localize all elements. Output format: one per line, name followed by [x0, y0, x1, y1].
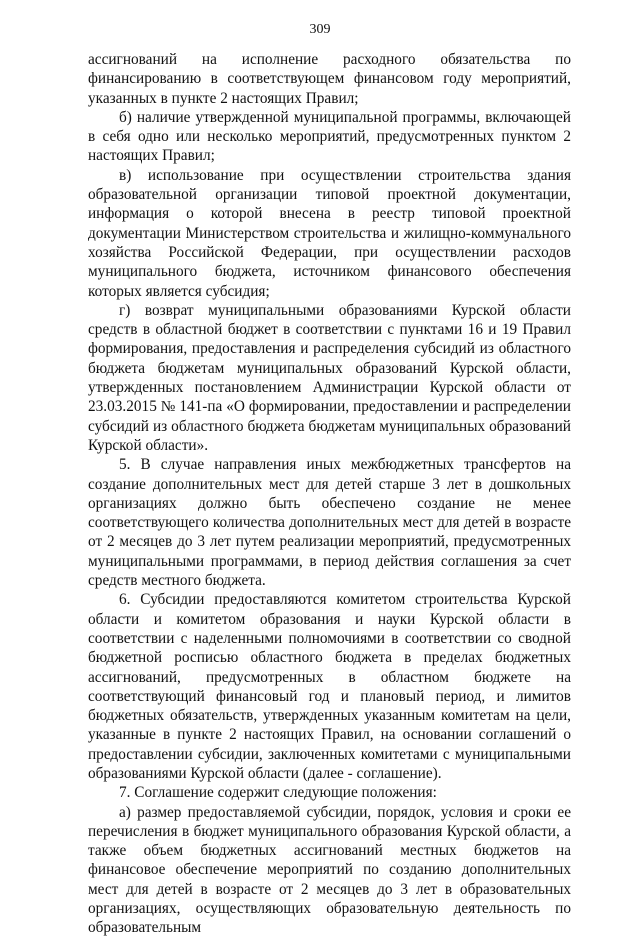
paragraph-clause-5: 5. В случае направления иных межбюджетных трансфертов на создание дополнительных мест для детей старше 3 лет в дошкольных организациях должно быть обеспечено создание не менее соответствующего количества дополнительных мест для детей в возрасте от 2 месяцев до 3 лет путем реализации мероприятий, предусмотренных муниципальными программами, в период действия соглашения за счет средств местного бюджета. — [88, 456, 571, 590]
paragraph-item-g: г) возврат муниципальными образованиями Курской области средств в областной бюджет в соответствии с пунктами 16 и 19 Правил формирования, предоставления и распределения субсидий из областного бюджета бюджетам муниципальных образований Курской области, утвержденных постановлением Администрации Курской области от 23.03.2015 № 141-па «О формировании, предоставлении и распределении субсидий из областного бюджета бюджетам муниципальных образований Курской области». — [88, 301, 571, 454]
paragraph-item-a: а) размер предоставляемой субсидии, порядок, условия и сроки ее перечисления в бюджет муниципального образования Курской области, а также объем бюджетных ассигнований местных бюджетов на финансовое обеспечение мероприятий по созданию дополнительных мест для детей в возрасте от 2 месяцев до 3 лет в образовательных организациях, осуществляющих образовательную деятельность по образовательным — [88, 803, 571, 937]
paragraph-item-v: в) использование при осуществлении строительства здания образовательной организации типовой проектной документации, информация о которой внесена в реестр типовой проектной документации Министерством строительства и жилищно-коммунального хозяйства Российской Федерации, при осуществлении расходов муниципального бюджета, источником финансового обеспечения которых является субсидия; — [88, 166, 571, 300]
paragraph-continuation: ассигнований на исполнение расходного обязательства по финансированию в соответствующем финансовом году мероприятий, указанных в пункте 2 настоящих Правил; — [88, 51, 571, 107]
page-number: 309 — [309, 22, 331, 37]
paragraph-clause-7: 7. Соглашение содержит следующие положения: — [119, 784, 437, 802]
paragraph-item-b: б) наличие утвержденной муниципальной программы, включающей в себя одно или несколько мероприятий, предусмотренных пунктом 2 настоящих Правил; — [88, 108, 571, 165]
document-body — [88, 50, 571, 938]
paragraph-clause-6: 6. Субсидии предоставляются комитетом строительства Курской области и комитетом образования и науки Курской области в соответствии с наделенными полномочиями в соответствии со сводной бюджетной росписью областного бюджета в пределах бюджетных ассигнований, предусмотренных в областном бюджете на соответствующий финансовый год и плановый период, и лимитов бюджетных обязательств, утвержденных указанным комитетам на цели, указанные в пункте 2 настоящих Правил, на основании соглашений о предоставлении субсидии, заключенных комитетами с муниципальными образованиями Курской области (далее - соглашение). — [88, 591, 571, 782]
